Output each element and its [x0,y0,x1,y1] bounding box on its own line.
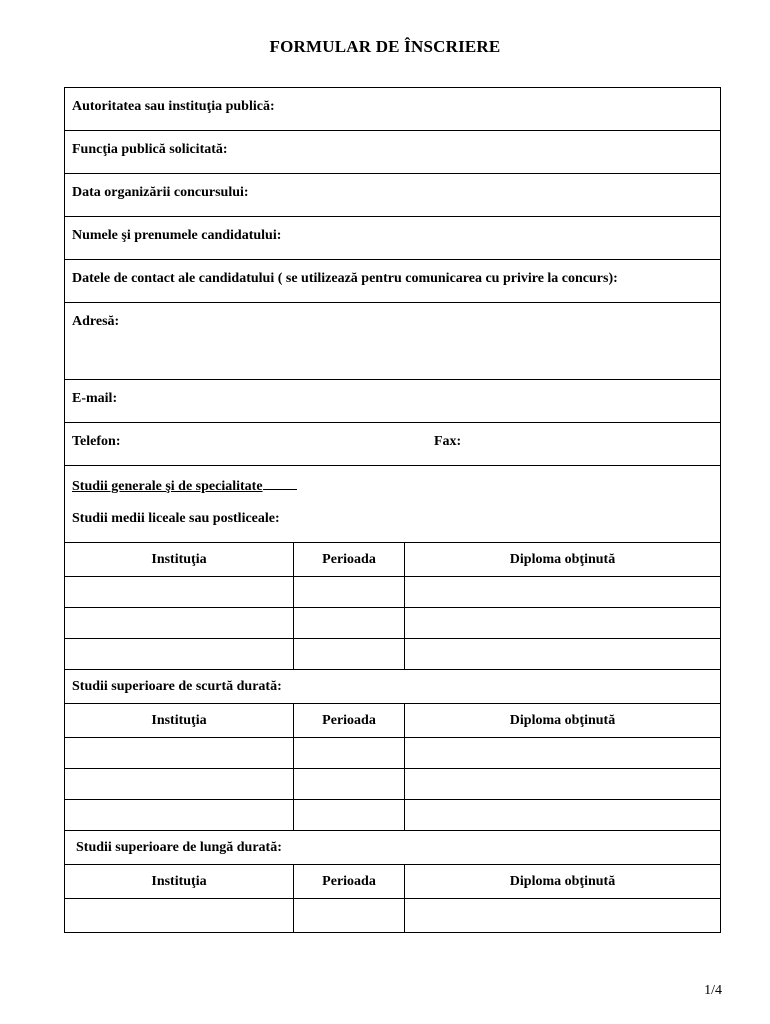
header-institution: Instituţia [65,704,294,737]
position-label: Funcţia publică solicitată: [72,142,228,157]
underline-trail [263,477,297,490]
short-higher-studies-row [65,670,720,704]
short-higher-table-header [65,704,720,738]
registration-form [64,87,721,933]
table-cell[interactable] [405,899,720,932]
header-institution: Instituţia [65,543,294,576]
header-period: Perioada [294,543,405,576]
email-row[interactable] [65,380,720,423]
header-diploma: Diploma obţinută [509,551,616,567]
table-cell[interactable] [65,608,294,638]
fax-label: Fax: [434,434,462,449]
long-higher-studies-label: Studii superioare de lungă durată: [76,840,282,855]
table-cell[interactable] [405,608,720,638]
table-cell[interactable] [294,577,405,607]
candidate-name-row[interactable] [65,217,720,260]
table-row[interactable] [65,769,720,800]
header-diploma: Diploma obţinută [509,873,616,889]
email-label: E-mail: [72,391,118,406]
table-cell[interactable] [405,639,720,669]
candidate-name-label: Numele şi prenumele candidatului: [72,228,282,243]
address-row[interactable] [65,303,720,380]
table-cell[interactable] [405,800,720,830]
secondary-table-header [65,543,720,577]
header-institution: Instituţia [65,865,294,898]
table-cell[interactable] [294,639,405,669]
page-number: 1/4 [704,983,722,998]
table-cell[interactable] [405,769,720,799]
contest-date-label: Data organizării concursului: [72,185,249,200]
table-row[interactable] [65,800,720,831]
phone-label: Telefon: [72,434,121,449]
table-cell[interactable] [294,800,405,830]
table-cell[interactable] [65,899,294,932]
table-cell[interactable] [65,577,294,607]
long-higher-table-header [65,865,720,899]
header-period: Perioada [294,865,405,898]
table-cell[interactable] [405,577,720,607]
table-cell[interactable] [294,738,405,768]
short-higher-studies-label: Studii superioare de scurtă durată: [72,679,282,694]
position-row[interactable] [65,131,720,174]
contact-info-label: Datele de contact ale candidatului ( se utilizează pentru comunicarea cu privire la concurs): [72,271,618,286]
table-cell[interactable] [405,738,720,768]
phone-fax-row[interactable] [65,423,720,466]
contest-date-row[interactable] [65,174,720,217]
authority-label: Autoritatea sau instituţia publică: [72,99,275,114]
table-row[interactable] [65,608,720,639]
table-cell[interactable] [294,769,405,799]
long-higher-studies-row [65,831,720,865]
header-period: Perioada [294,704,405,737]
studies-section-heading [72,477,297,495]
studies-section-title: Studii generale şi de specialitate [72,479,263,494]
table-cell[interactable] [294,608,405,638]
address-label: Adresă: [72,314,120,329]
studies-section-row [65,466,720,543]
authority-row[interactable] [65,88,720,131]
table-cell[interactable] [294,899,405,932]
table-row[interactable] [65,738,720,769]
table-cell[interactable] [65,800,294,830]
table-cell[interactable] [65,769,294,799]
form-title: FORMULAR DE ÎNSCRIERE [269,37,501,56]
contact-info-row [65,260,720,303]
table-row[interactable] [65,899,720,933]
table-cell[interactable] [65,639,294,669]
secondary-studies-label: Studii medii liceale sau postliceale: [72,511,280,526]
table-cell[interactable] [65,738,294,768]
header-diploma: Diploma obţinută [509,712,616,728]
table-row[interactable] [65,639,720,670]
table-row[interactable] [65,577,720,608]
